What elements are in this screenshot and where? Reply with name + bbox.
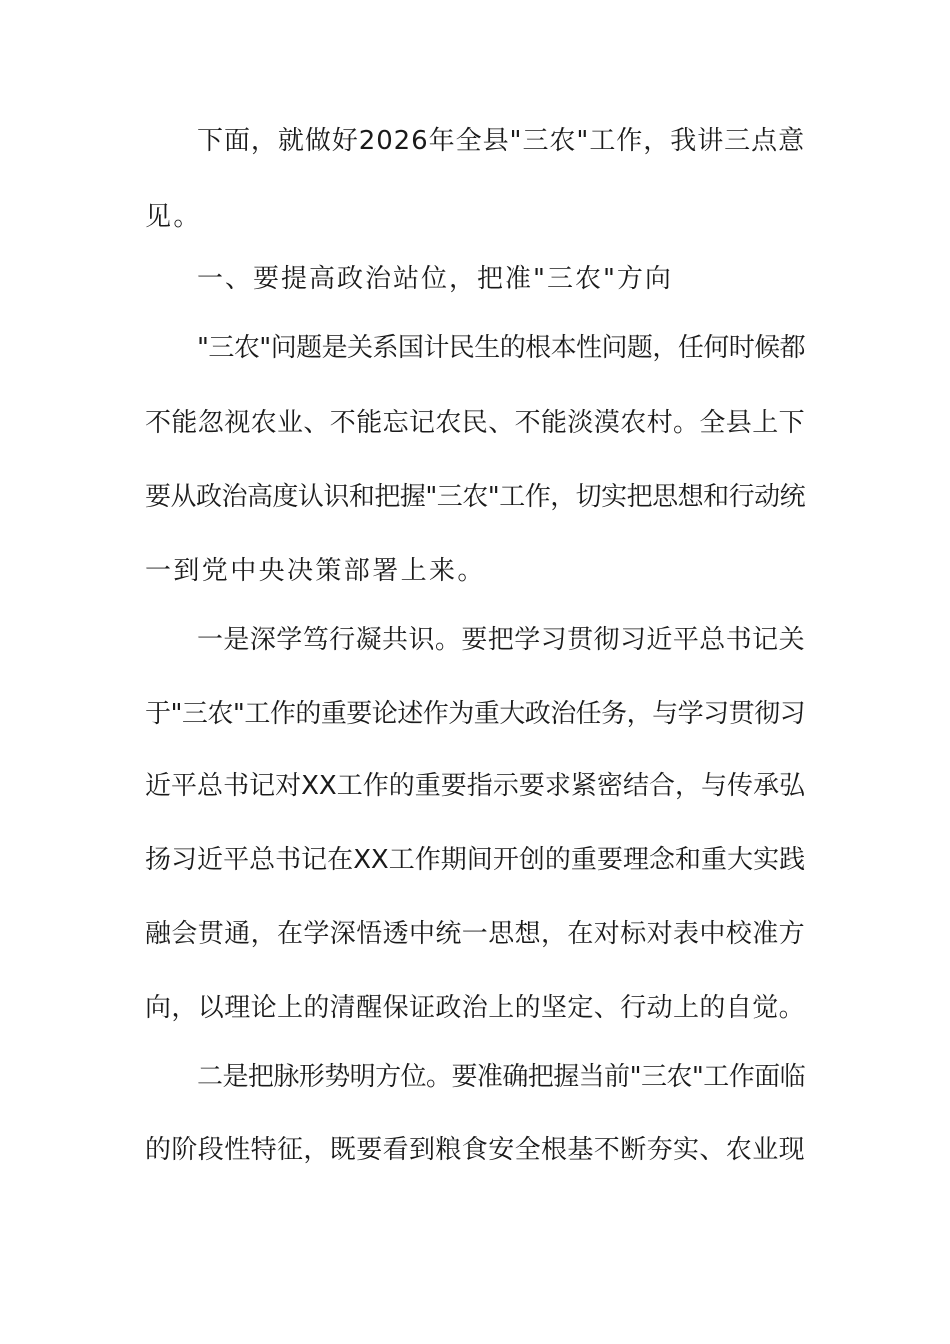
text-line: 一是深学笃行凝共识。要把学习贯彻习近平总书记关 xyxy=(197,625,805,655)
text-line: 不能忽视农业、不能忘记农民、不能淡漠农村。全县上下 xyxy=(145,408,806,438)
text-line: 的阶段性特征，既要看到粮食安全根基不断夯实、农业现 xyxy=(145,1135,806,1165)
text-line: 二是把脉形势明方位。要准确把握当前"三农"工作面临 xyxy=(197,1062,805,1092)
text-line: 一到党中央决策部署上来。 xyxy=(145,556,486,586)
section-heading: 一、要提高政治站位，把准"三农"方向 xyxy=(197,264,673,294)
text-line: 向，以理论上的清醒保证政治上的坚定、行动上的自觉。 xyxy=(145,993,806,1023)
text-line: 要从政治高度认识和把握"三农"工作，切实把思想和行动统 xyxy=(145,482,805,512)
text-line: 见。 xyxy=(145,202,202,232)
text-line: 近平总书记对XX工作的重要指示要求紧密结合，与传承弘 xyxy=(145,771,805,801)
text-line: 扬习近平总书记在XX工作期间开创的重要理念和重大实践 xyxy=(145,845,805,875)
text-line: "三农"问题是关系国计民生的根本性问题，任何时候都 xyxy=(197,333,805,363)
text-line: 融会贯通，在学深悟透中统一思想，在对标对表中校准方 xyxy=(145,919,806,949)
text-line: 于"三农"工作的重要论述作为重大政治任务，与学习贯彻习 xyxy=(145,699,805,729)
text-line: 下面，就做好2026年全县"三农"工作，我讲三点意 xyxy=(197,126,805,156)
